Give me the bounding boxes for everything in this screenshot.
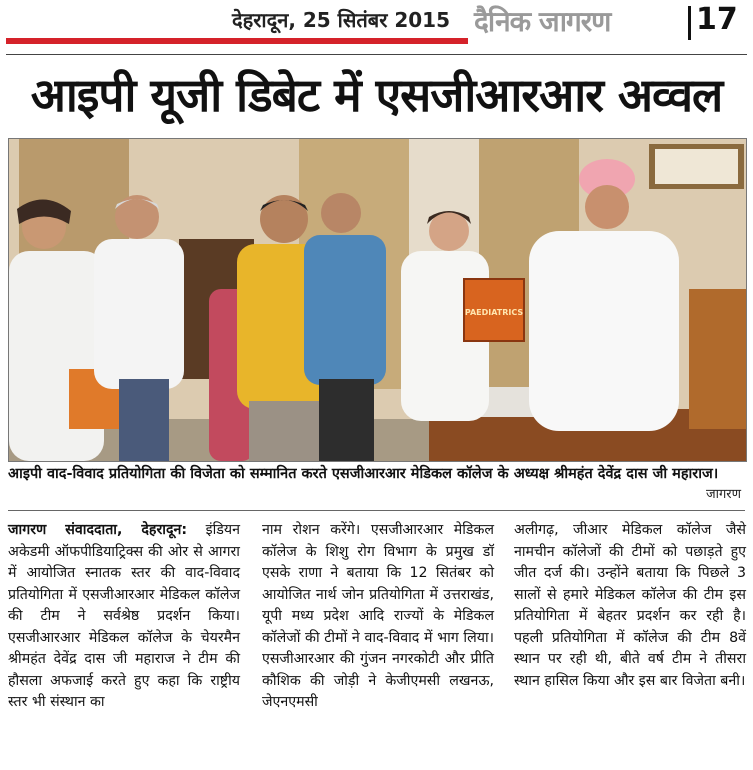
masthead-red-rule	[6, 38, 468, 44]
article-headline: आइपी यूजी डिबेट में एसजीआरआर अव्वल	[30, 68, 723, 122]
book-title: PAEDIATRICS	[464, 308, 524, 317]
article-column-2: नाम रोशन करेंगे। एसजीआरआर मेडिकल कॉलेज के शिशु रोग विभाग के प्रमुख डॉ एसके राणा ने बताया कि 12 सितंबर को आयोजित नार्थ जोन प्रतियोगिता में उत्तराखंड, यूपी मध्य प्रदेश आदि राज्यों के मेडिकल कॉलेजों की टीमों ने वाद-विवाद में भाग लिया। एसजीआरआर की गुंजन नगरकोटी और प्रीति कौशिक की जोड़ी ने केजीएमसी लखनऊ, जेएनएमसी	[262, 522, 494, 710]
article-column-1-text: इंडियन अकेडमी ऑफपीडियाट्रिक्स की ओर से आगरा में आयोजित स्नातक स्तर की वाद-विवाद प्रतियोगिता में एसजीआरआर मेडिकल कॉलेज की टीम ने सर्वश्रेष्ठ प्रदर्शन किया। एसजीआरआर मेडिकल कॉलेज के चेयरमैन श्रीमहंत देवेंद्र दास जी महाराज ने टीम की हौसला अफजाई करते हुए कहा कि राष्ट्रीय स्तर भी संस्थान का	[8, 522, 240, 710]
masthead	[0, 0, 753, 50]
article-column-1	[8, 520, 240, 714]
masthead-separator	[688, 6, 691, 40]
article-byline: जागरण संवाददाता, देहरादून:	[8, 522, 188, 538]
photo-illustration	[9, 139, 746, 461]
photo-caption: आइपी वाद-विवाद प्रतियोगिता की विजेता को सम्मानित करते एसजीआरआर मेडिकल कॉलेज के अध्यक्ष श्रीमहंत देवेंद्र दास जी महाराज।	[8, 466, 719, 482]
dateline: देहरादून, 25 सितंबर 2015	[232, 8, 451, 32]
photo-credit: जागरण	[705, 487, 741, 502]
caption-rule	[8, 510, 745, 511]
page-number: 17	[696, 2, 738, 37]
masthead-bottom-rule	[6, 54, 747, 55]
newspaper-name: दैनिक जागरण	[474, 5, 611, 38]
news-photo	[8, 138, 747, 462]
article-column-3: अलीगढ़, जीआर मेडिकल कॉलेज जैसे नामचीन कॉलेजों की टीमों को पछाड़ते हुए जीत दर्ज की। उन्होंने बताया कि पिछले 3 सालों से हमारे मेडिकल कॉलेज की टीम इस प्रतियोगिता में बेहतर प्रदर्शन कर रही है। पहली प्रतियोगिता में कॉलेज की टीम 8वें स्थान पर रही थी, बीते वर्ष टीम ने तीसरा स्थान हासिल किया और इस बार विजेता बनी।	[514, 522, 746, 689]
